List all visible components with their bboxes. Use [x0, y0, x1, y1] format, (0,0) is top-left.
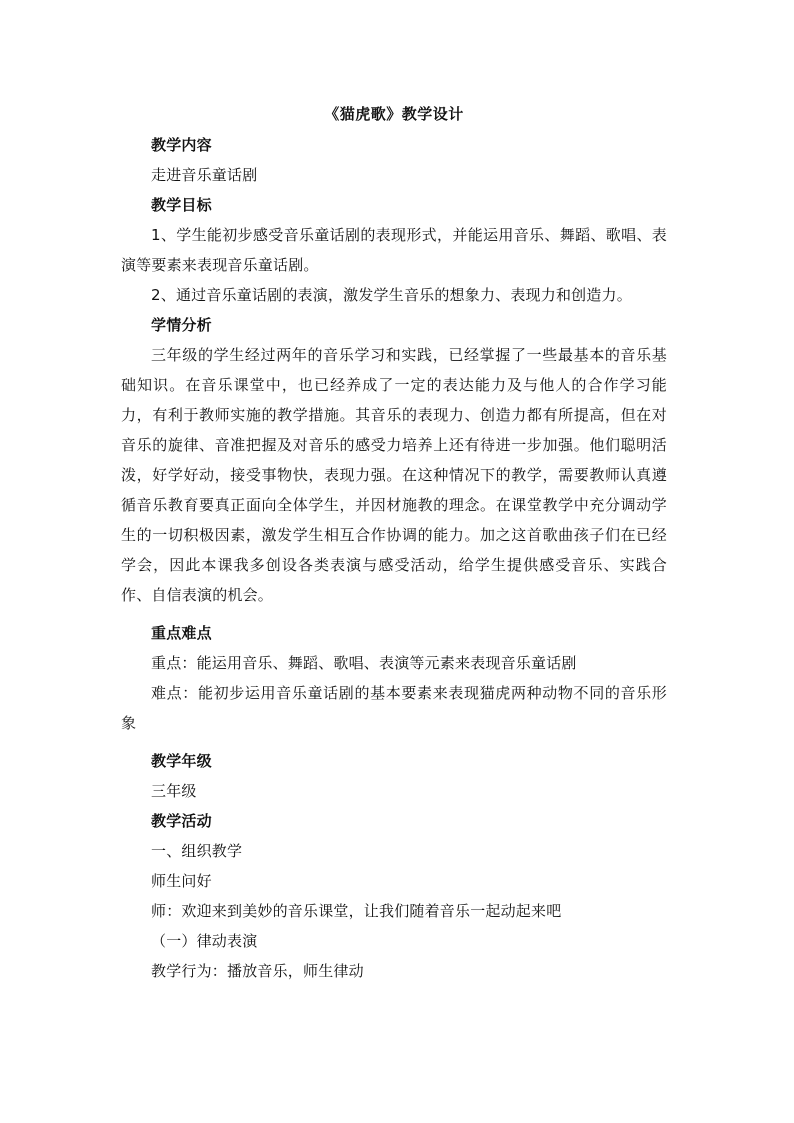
goal-item-2: 2、通过音乐童话剧的表演，激发学生音乐的想象力、表现力和创造力。 — [151, 286, 632, 304]
goal-item-1: 1、学生能初步感受音乐童话剧的表现形式，并能运用音乐、舞蹈、歌唱、表演等要素来表现音乐童话剧。 — [121, 226, 667, 274]
heading-teaching-content: 教学内容 — [151, 136, 212, 154]
document-body — [121, 100, 667, 986]
activity-greeting: 师生问好 — [151, 872, 212, 890]
activity-teacher-line: 师：欢迎来到美妙的音乐课堂，让我们随着音乐一起动起来吧 — [151, 902, 562, 920]
heading-activities: 教学活动 — [151, 812, 212, 830]
learning-analysis-text: 三年级的学生经过两年的音乐学习和实践，已经掌握了一些最基本的音乐基础知识。在音乐课堂中，也已经养成了一定的表达能力及与他人的合作学习能力，有利于教师实施的教学措施。其音乐的表现力、创造力都有所提高，但在对音乐的旋律、音准把握及对音乐的感受力培养上还有待进一步加强。他们聪明活泼，好学好动，接受事物快，表现力强。在这种情况下的教学，需要教师认真遵循音乐教育要真正面向全体学生，并因材施教的理念。在课堂教学中充分调动学生的一切积极因素，激发学生相互合作协调的能力。加之这首歌曲孩子们在已经学会，因此本课我多创设各类表演与感受活动，给学生提供感受音乐、实践合作、自信表演的机会。 — [121, 346, 667, 604]
activity-step-1: 一、组织教学 — [151, 842, 243, 860]
document-title: 《猫虎歌》教学设计 — [324, 105, 464, 123]
difficulty-text: 难点：能初步运用音乐童话剧的基本要素来表现猫虎两种动物不同的音乐形象 — [121, 684, 667, 732]
heading-learning-analysis: 学情分析 — [151, 316, 212, 334]
heading-grade: 教学年级 — [151, 752, 212, 770]
grade-text: 三年级 — [151, 782, 197, 800]
heading-teaching-goals: 教学目标 — [151, 196, 212, 214]
key-point-text: 重点：能运用音乐、舞蹈、歌唱、表演等元素来表现音乐童话剧 — [151, 654, 577, 672]
teaching-content-text: 走进音乐童话剧 — [151, 166, 258, 184]
activity-substep-1: （一）律动表演 — [151, 932, 258, 950]
heading-key-points: 重点难点 — [151, 624, 212, 642]
activity-behavior: 教学行为：播放音乐，师生律动 — [151, 962, 364, 980]
